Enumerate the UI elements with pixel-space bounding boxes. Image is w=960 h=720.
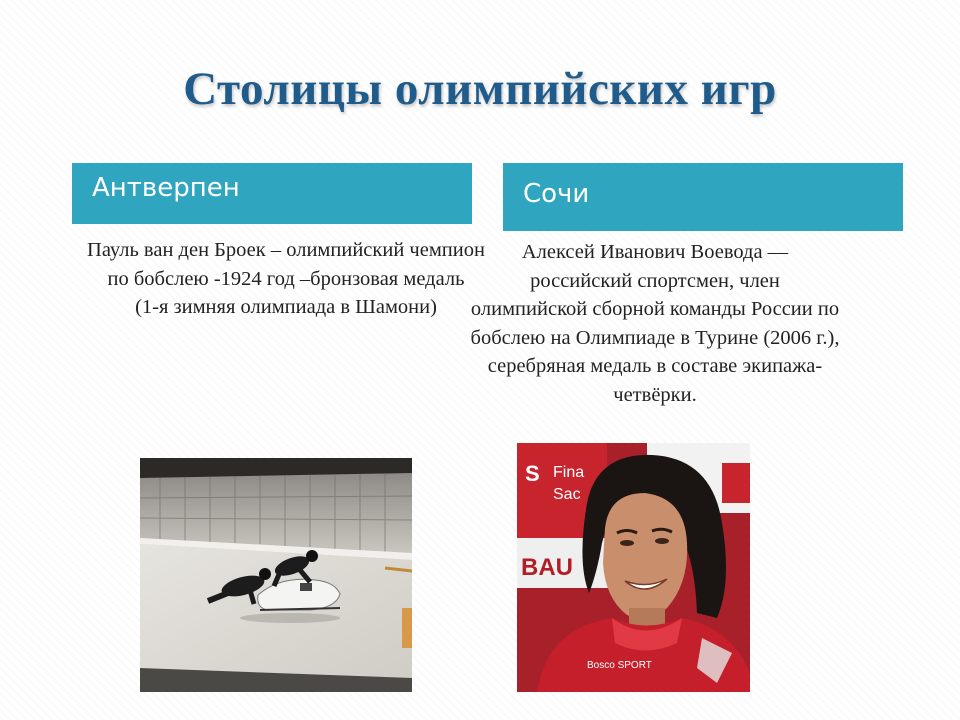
- header-antwerp-label: Антверпен: [92, 173, 240, 203]
- antwerp-description: [86, 236, 486, 322]
- athlete-portrait-image: [517, 443, 750, 692]
- athlete-portrait-photo: [517, 443, 750, 692]
- bobsleigh-photo-image: [140, 458, 412, 692]
- header-sochi: [503, 163, 903, 231]
- sponsor-text-3: BAU: [521, 554, 573, 581]
- antwerp-paragraph-2: (1-я зимняя олимпиада в Шамони): [135, 296, 437, 318]
- bobsleigh-photo: [140, 458, 412, 692]
- sponsor-text-2: Sac: [553, 486, 581, 503]
- sponsor-text-1: Fina: [553, 464, 585, 481]
- slide-title: Столицы олимпийских игр: [183, 63, 777, 115]
- svg-text:S: S: [525, 461, 540, 486]
- sochi-description: [470, 238, 840, 409]
- antwerp-paragraph-1: Пауль ван ден Броек – олимпийский чемпион по бобслею -1924 год –бронзовая медаль: [87, 239, 485, 290]
- sochi-paragraph-1: Алексей Иванович Воевода — российский спортсмен, член олимпийской сборной команды России по бобслею на Олимпиаде в Турине (2006 г.), серебряная медаль в составе экипажа-четвёрки.: [470, 241, 840, 406]
- header-antwerp: [72, 163, 472, 224]
- jacket-brand-text: Bosco SPORT: [587, 660, 652, 671]
- header-sochi-label: Сочи: [523, 179, 590, 209]
